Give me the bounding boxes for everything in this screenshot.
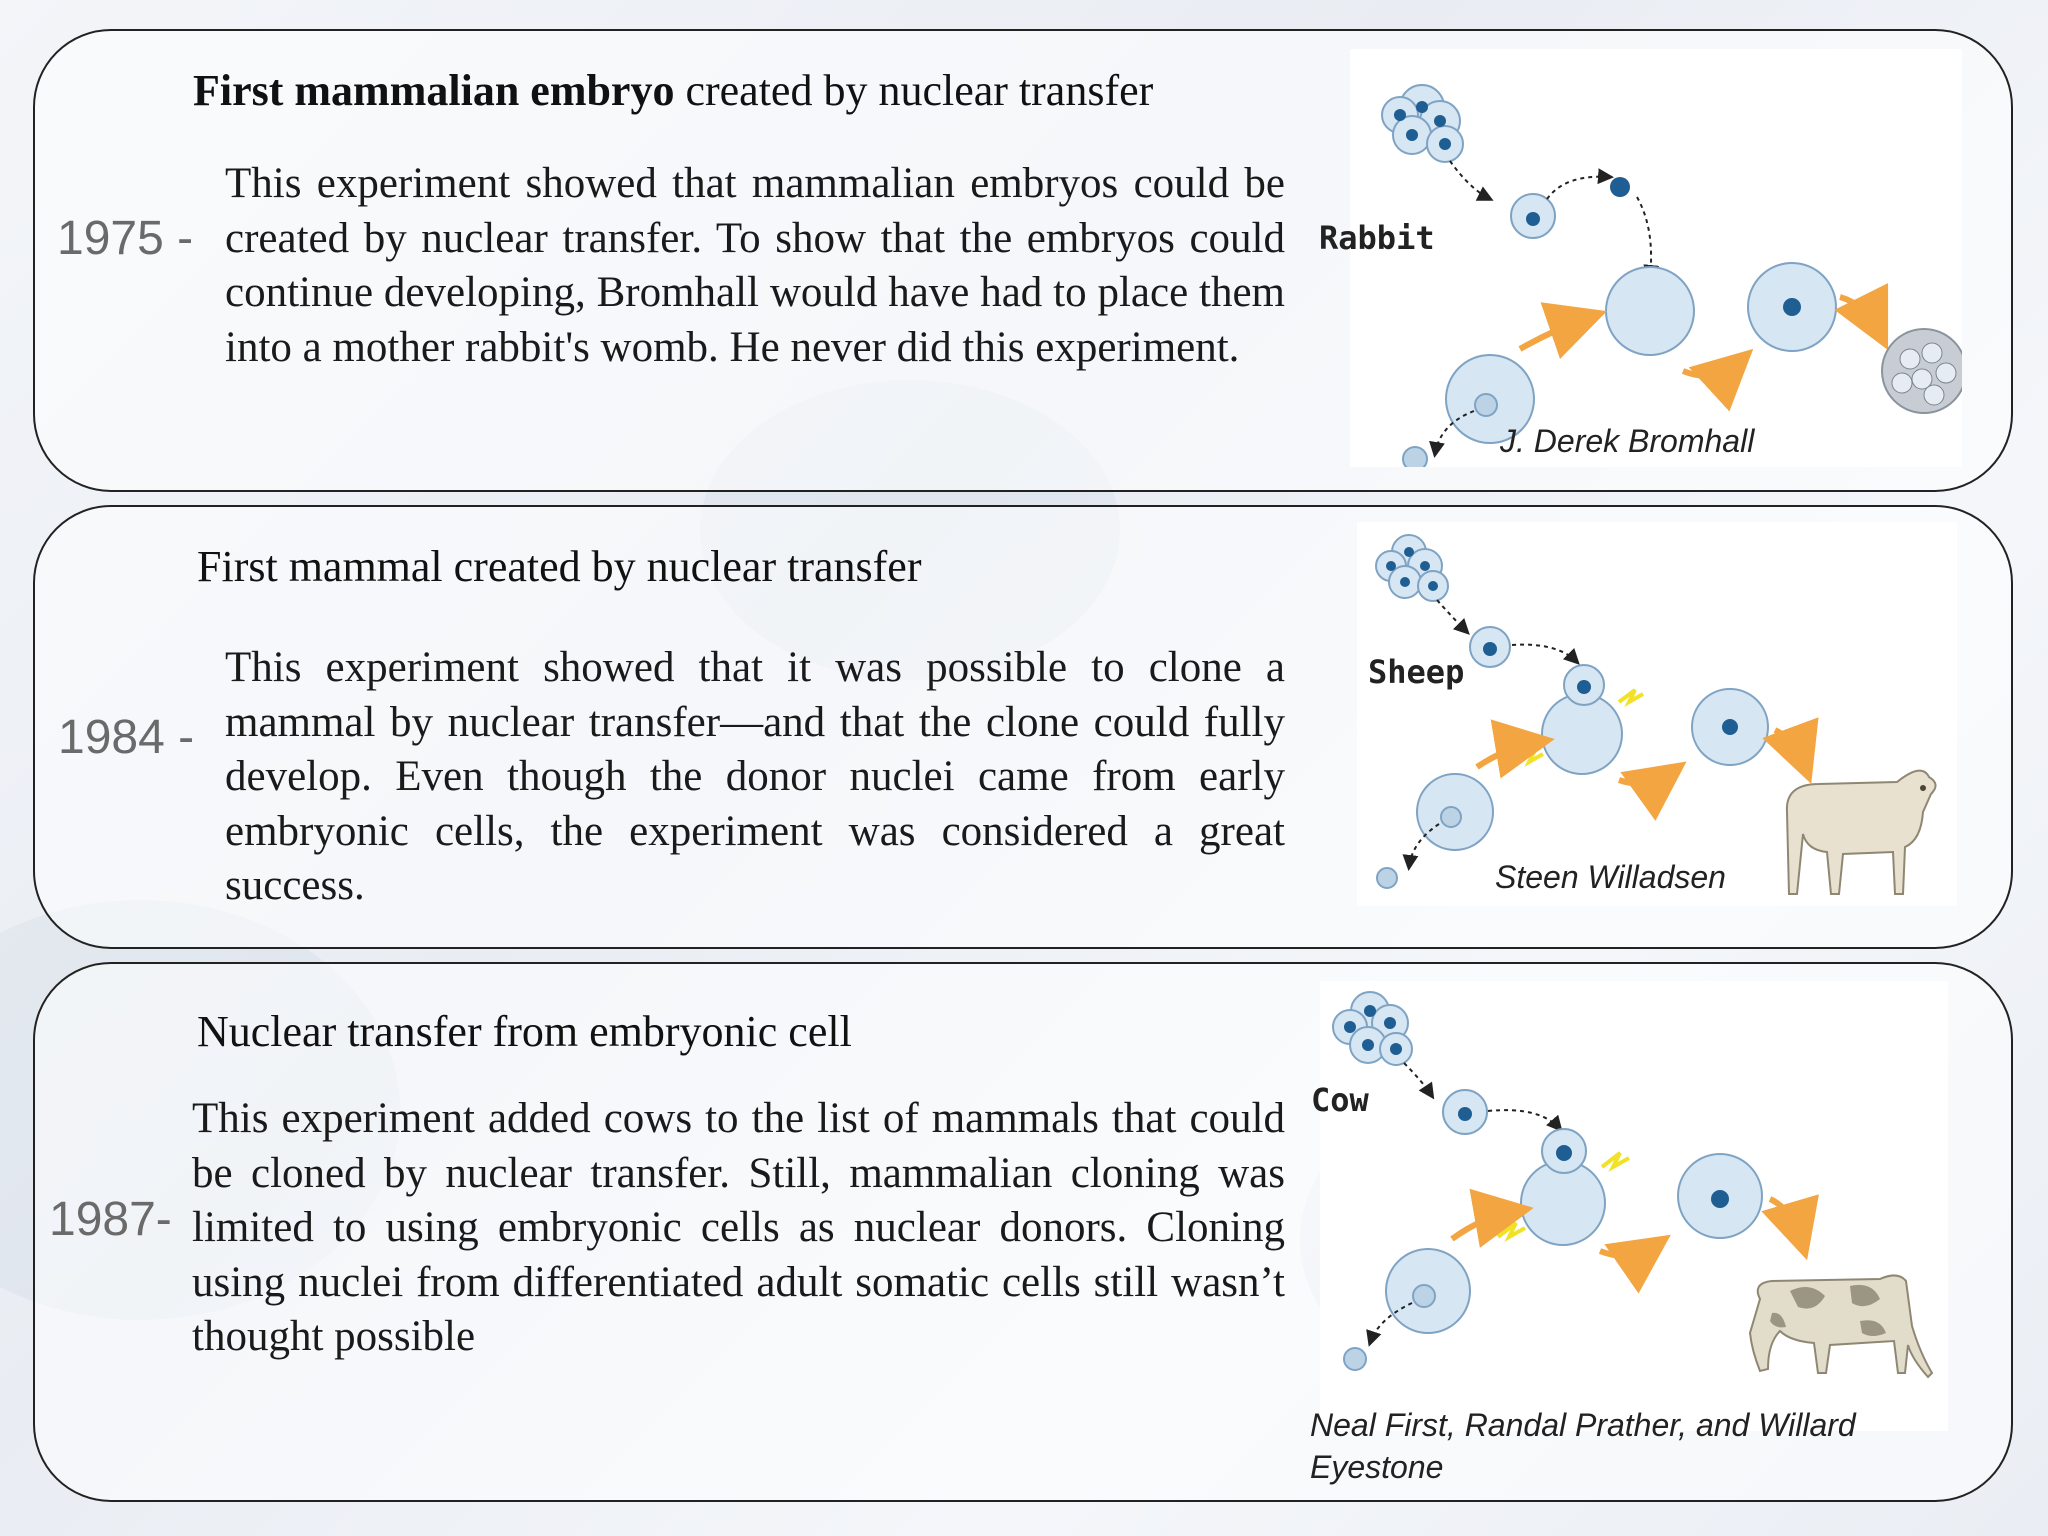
embryo-cluster-icon [1333, 992, 1412, 1065]
timeline-panel-1975 [33, 29, 2013, 492]
cow-cloning-illustration [1320, 981, 1948, 1431]
enucleated-egg-icon [1606, 267, 1694, 355]
entry-heading: First mammal created by nuclear transfer [197, 542, 922, 591]
entry-description: This experiment showed that it was possible to clone a mammal by nuclear transfer—and that the clone could fully develop. Even though the donor nuclei came from early embryonic cells, the experiment was considered a great success. [225, 644, 1285, 909]
entry-year: 1984 - [58, 711, 195, 764]
nuclear-transfer-diagram [1350, 49, 1962, 467]
electric-spark-icon [1619, 690, 1643, 702]
entry-year: 1975 - [57, 212, 194, 265]
nuclear-transfer-diagram [1357, 522, 1957, 906]
entry-heading: Nuclear transfer from embryonic cell [197, 1007, 852, 1056]
sheep-icon [1787, 771, 1936, 894]
timeline-panel-1984 [33, 505, 2013, 949]
animal-label: Cow [1311, 1081, 1369, 1119]
sheep-cloning-illustration [1357, 522, 1957, 906]
electric-spark-icon [1498, 1223, 1525, 1237]
animal-label: Rabbit [1319, 219, 1435, 257]
embryo-cluster-icon [1376, 535, 1448, 601]
nuclear-transfer-diagram [1320, 981, 1948, 1431]
rabbit-cloning-illustration [1350, 49, 1962, 467]
scientist-credit: J. Derek Bromhall [1500, 423, 1755, 459]
scientist-credit: Neal First, Randal Prather, and Willard Eyestone [1310, 1407, 1856, 1485]
electric-spark-icon [1602, 1153, 1629, 1167]
timeline-panel-1987 [33, 962, 2013, 1502]
electric-spark-icon [1519, 750, 1543, 762]
cow-icon [1750, 1275, 1932, 1377]
scientist-credit: Steen Willadsen [1495, 859, 1726, 895]
removed-nucleus-icon [1344, 1348, 1366, 1370]
embryo-cluster-icon [1382, 85, 1463, 162]
entry-year: 1987- [49, 1193, 172, 1246]
embryo-ball-icon [1882, 329, 1962, 413]
nucleus-icon [1610, 177, 1630, 197]
fused-egg-icon [1542, 694, 1622, 774]
entry-heading: First mammalian embryo created by nuclear transfer [193, 66, 1154, 115]
entry-description: This experiment showed that mammalian embryos could be created by nuclear transfer. To show that the embryos could continue developing, Bromhall would have had to place them into a mother rabbit's womb. He never did this experiment. [225, 160, 1285, 371]
removed-nucleus-icon [1377, 868, 1397, 888]
entry-description: This experiment added cows to the list of mammals that could be cloned by nuclear transfer. Still, mammalian cloning was limited to using embryonic cells as nuclear donors. Cloning using nuclei from differentiated adult somatic cells still wasn’t thought possible [192, 1095, 1285, 1360]
animal-label: Sheep [1368, 653, 1465, 691]
removed-nucleus-icon [1403, 447, 1427, 467]
